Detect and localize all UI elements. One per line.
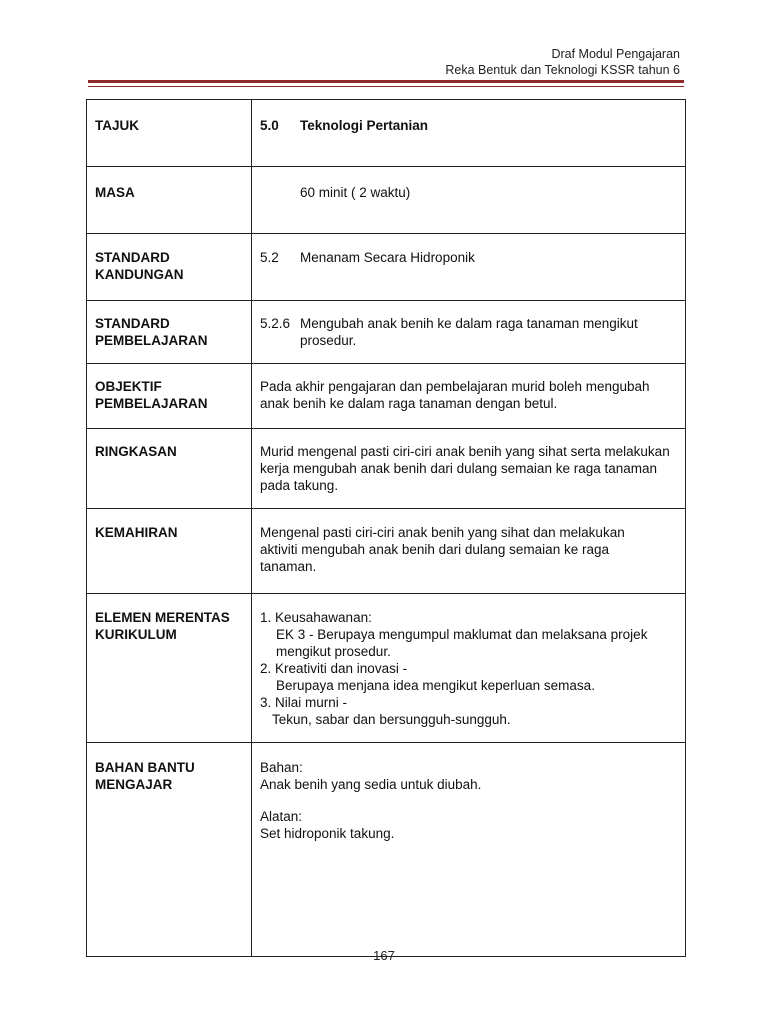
row-label	[87, 594, 252, 743]
text-line: Murid mengenal pasti ciri-ciri anak benih yang sihat serta melakukan	[260, 444, 670, 459]
text-line: anak benih ke dalam raga tanaman dengan betul.	[260, 396, 558, 411]
table-row-standard-pembelajaran	[87, 301, 686, 364]
text-line: Pada akhir pengajaran dan pembelajaran murid boleh mengubah	[260, 379, 650, 394]
label-line-1: BAHAN BANTU	[95, 760, 195, 775]
section-number: 5.0	[260, 118, 279, 133]
row-value	[252, 364, 686, 429]
duration-text: 60 minit ( 2 waktu)	[300, 185, 411, 200]
label-line-1: STANDARD	[95, 250, 170, 265]
label-line-1: ELEMEN MERENTAS	[95, 610, 230, 625]
spacer	[260, 793, 677, 808]
list-item: 3. Nilai murni -	[260, 695, 348, 710]
label-line-2: PEMBELAJARAN	[95, 333, 208, 348]
section-text: Menanam Secara Hidroponik	[300, 250, 475, 265]
label-line-2: KANDUNGAN	[95, 267, 184, 282]
table-row-ringkasan	[87, 429, 686, 509]
table-row-masa	[87, 167, 686, 234]
alatan-title: Alatan:	[260, 809, 303, 824]
row-label: RINGKASAN	[87, 429, 252, 509]
section-number: 5.2	[260, 250, 279, 265]
row-label: MASA	[87, 167, 252, 234]
list-item: 1. Keusahawanan:	[260, 610, 372, 625]
bahan-text: Anak benih yang sedia untuk diubah.	[260, 777, 482, 792]
row-value	[252, 100, 686, 167]
row-value	[252, 594, 686, 743]
list-item-detail: Berupaya menjana idea mengikut keperluan semasa.	[276, 678, 595, 693]
section-text-line-1: Mengubah anak benih ke dalam raga tanaman mengikut	[300, 316, 638, 331]
text-line: kerja mengubah anak benih dari dulang semaian ke raga tanaman	[260, 461, 658, 476]
list-item-detail: mengikut prosedur.	[276, 644, 391, 659]
table-row-bahan-bantu-mengajar	[87, 743, 686, 957]
lesson-plan-table	[86, 99, 686, 957]
row-value	[252, 743, 686, 957]
row-label	[87, 301, 252, 364]
section-title: Teknologi Pertanian	[300, 118, 429, 133]
section-text-line-2: prosedur.	[300, 333, 357, 348]
label-line-1: OBJEKTIF	[95, 379, 162, 394]
text-line: pada takung.	[260, 478, 339, 493]
bahan-title: Bahan:	[260, 760, 303, 775]
table-row-tajuk	[87, 100, 686, 167]
table-row-elemen-merentas-kurikulum	[87, 594, 686, 743]
row-value	[252, 429, 686, 509]
row-value	[252, 509, 686, 594]
header-line-2: Reka Bentuk dan Teknologi KSSR tahun 6	[445, 63, 680, 77]
table-row-kemahiran	[87, 509, 686, 594]
header-rule-thick	[88, 80, 684, 83]
list-item: 2. Kreativiti dan inovasi -	[260, 661, 408, 676]
page-header	[445, 46, 680, 78]
page-number: 167	[373, 948, 395, 963]
alatan-text: Set hidroponik takung.	[260, 826, 395, 841]
row-value	[252, 301, 686, 364]
table-row-standard-kandungan	[87, 234, 686, 301]
list-item-detail: EK 3 - Berupaya mengumpul maklumat dan melaksana projek	[276, 627, 648, 642]
label-line-2: PEMBELAJARAN	[95, 396, 208, 411]
row-value	[252, 234, 686, 301]
header-rule-thin	[88, 86, 684, 87]
row-label: TAJUK	[87, 100, 252, 167]
table-row-objektif	[87, 364, 686, 429]
text-line: tanaman.	[260, 559, 317, 574]
label-line-2: MENGAJAR	[95, 777, 173, 792]
row-label	[87, 743, 252, 957]
row-label	[87, 364, 252, 429]
row-label	[87, 234, 252, 301]
row-label: KEMAHIRAN	[87, 509, 252, 594]
label-line-1: STANDARD	[95, 316, 170, 331]
text-line: Mengenal pasti ciri-ciri anak benih yang sihat dan melakukan	[260, 525, 625, 540]
row-value	[252, 167, 686, 234]
label-line-2: KURIKULUM	[95, 627, 177, 642]
list-item-detail: Tekun, sabar dan bersungguh-sungguh.	[272, 712, 511, 727]
text-line: aktiviti mengubah anak benih dari dulang semaian ke raga	[260, 542, 609, 557]
section-number: 5.2.6	[260, 316, 291, 331]
header-line-1: Draf Modul Pengajaran	[551, 47, 680, 61]
